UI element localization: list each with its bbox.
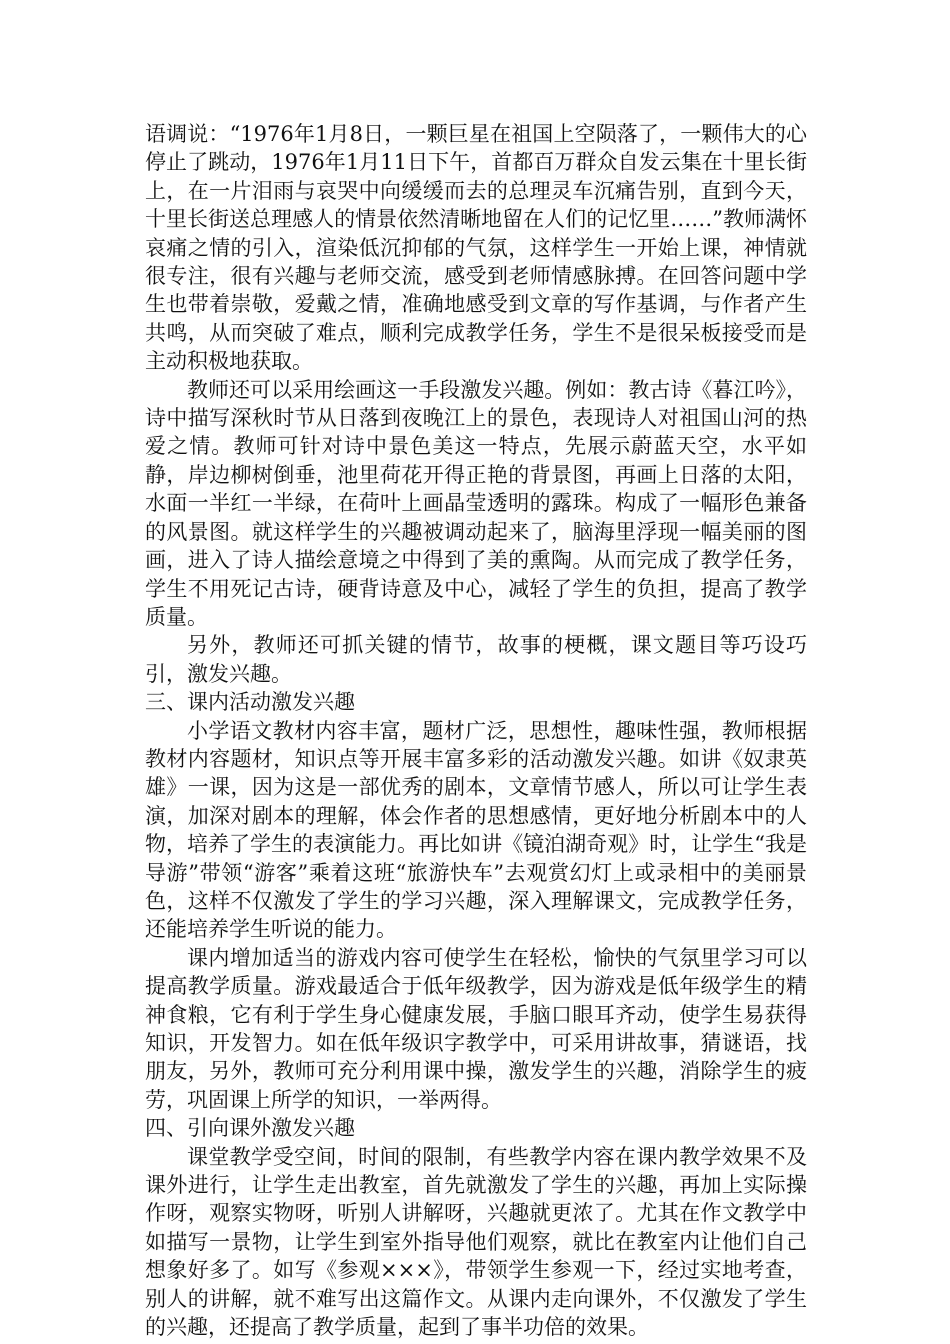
paragraph-games: 课内增加适当的游戏内容可使学生在轻松，愉快的气氛里学习可以提高教学质量。游戏最适合于低年级教学，因为游戏是低年级学生的精神食粮，它有利于学生身心健康发展，手脑口眼耳齐动，使学生易获得知识，开发智力。如在低年级识字教学中，可采用讲故事，猜谜语，找朋友，另外，教师可充分利用课中操，激发学生的兴趣，消除学生的疲劳，巩固课上所学的知识，一举两得。 (145, 945, 807, 1112)
section-heading-4: 四、引向课外激发兴趣 (145, 1116, 355, 1141)
document-page (145, 120, 807, 1341)
paragraph-key-plot: 另外，教师还可抓关键的情节，故事的梗概，课文题目等巧设巧引，激发兴趣。 (145, 633, 807, 686)
paragraph-drawing-method: 教师还可以采用绘画这一手段激发兴趣。例如：教古诗《暮江吟》，诗中描写深秋时节从日落到夜晚江上的景色，表现诗人对祖国山河的热爱之情。教师可针对诗中景色美这一特点，先展示蔚蓝天空，水平如静，岸边柳树倒垂，池里荷花开得正艳的背景图，再画上日落的太阳，水面一半红一半绿，在荷叶上画晶莹透明的露珠。构成了一幅形色兼备的风景图。就这样学生的兴趣被调动起来了，脑海里浮现一幅美丽的图画，进入了诗人描绘意境之中得到了美的熏陶。从而完成了教学任务，学生不用死记古诗，硬背诗意及中心，减轻了学生的负担，提高了教学质量。 (145, 377, 807, 629)
section-heading-3: 三、课内活动激发兴趣 (145, 690, 355, 715)
paragraph-extracurricular: 课堂教学受空间，时间的限制，有些教学内容在课内教学效果不及课外进行，让学生走出教室，首先就激发了学生的兴趣，再加上实际操作呀，观察实物呀，听别人讲解呀，兴趣就更浓了。尤其在作文教学中如描写一景物，让学生到室外指导他们观察，就比在教室内让他们自己想象好多了。如写《参观×××》，带领学生参观一下，经过实地考查，别人的讲解，就不难写出这篇作文。从课内走向课外，不仅激发了学生的兴趣，还提高了教学质量，起到了事半功倍的效果。 (145, 1144, 807, 1340)
paragraph-class-activities: 小学语文教材内容丰富，题材广泛，思想性，趣味性强，教师根据教材内容题材，知识点等开展丰富多彩的活动激发兴趣。如讲《奴隶英雄》一课，因为这是一部优秀的剧本，文章情节感人，所以可让学生表演，加深对剧本的理解，体会作者的思想感情，更好地分析剧本中的人物，培养了学生的表演能力。再比如讲《镜泊湖奇观》时，让学生“我是导游”带领“游客”乘着这班“旅游快车”去观赏幻灯上或录相中的美丽景色，这样不仅激发了学生的学习兴趣，深入理解课文，完成教学任务，还能培养学生听说的能力。 (145, 718, 807, 942)
paragraph-intro-continuation: 语调说：“1976年1月8日，一颗巨星在祖国上空陨落了，一颗伟大的心停止了跳动，1976年1月11日下午，首都百万群众自发云集在十里长街上，在一片泪雨与哀哭中向缓缓而去的总理灵车沉痛告别，直到今天，十里长街送总理感人的情景依然清晰地留在人们的记忆里……”教师满怀哀痛之情的引入，渲染低沉抑郁的气氛，这样学生一开始上课，神情就很专注，很有兴趣与老师交流，感受到老师情感脉搏。在回答问题中学生也带着崇敬，爱戴之情，准确地感受到文章的写作基调，与作者产生共鸣，从而突破了难点，顺利完成教学任务，学生不是很呆板接受而是主动积极地获取。 (145, 122, 807, 374)
